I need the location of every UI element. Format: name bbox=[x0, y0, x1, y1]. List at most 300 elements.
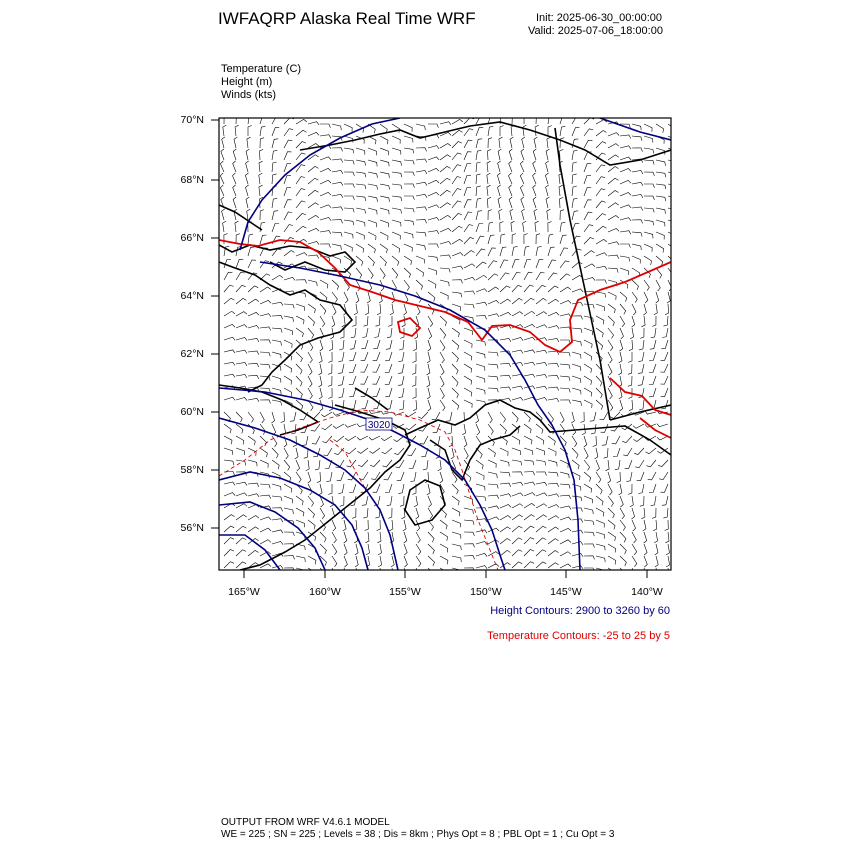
wind-barb bbox=[656, 256, 663, 266]
wind-barb bbox=[476, 424, 480, 435]
wind-barb bbox=[608, 520, 615, 529]
wind-barb bbox=[644, 160, 654, 165]
wind-barb bbox=[608, 556, 616, 564]
wind-barb bbox=[245, 173, 248, 184]
wind-barb bbox=[464, 187, 471, 196]
wind-barb bbox=[428, 532, 434, 542]
wind-barb bbox=[317, 472, 321, 483]
wind-barb bbox=[524, 515, 535, 520]
wind-barb bbox=[548, 234, 553, 244]
wind-barb bbox=[428, 316, 433, 327]
wind-barb bbox=[342, 316, 346, 327]
wind-barb bbox=[524, 259, 531, 268]
wind-barb bbox=[498, 185, 501, 196]
wind-barb bbox=[620, 268, 629, 275]
wind-barb bbox=[284, 556, 295, 560]
wind-barb bbox=[628, 484, 632, 494]
wind-barb bbox=[333, 424, 344, 428]
wind-barb bbox=[644, 196, 654, 200]
wind-barb bbox=[284, 388, 292, 396]
wind-barb bbox=[584, 328, 593, 335]
wind-barb bbox=[593, 436, 597, 447]
wind-barb bbox=[272, 460, 279, 469]
wind-barb bbox=[420, 436, 428, 444]
wind-barb bbox=[630, 496, 633, 507]
wind-barb bbox=[488, 300, 499, 304]
wind-barb bbox=[246, 197, 249, 208]
wind-barb bbox=[440, 292, 448, 300]
wind-barb bbox=[488, 287, 499, 292]
wind-barb bbox=[370, 460, 380, 467]
wind-barb bbox=[224, 538, 234, 544]
wind-barb bbox=[476, 174, 481, 184]
wind-barb bbox=[512, 436, 520, 444]
wind-barb bbox=[427, 388, 430, 399]
wind-barb bbox=[236, 436, 244, 444]
wind-barb bbox=[499, 137, 503, 148]
wind-barb bbox=[500, 375, 511, 379]
wind-barb bbox=[416, 170, 427, 173]
wind-barb bbox=[248, 126, 252, 137]
height-contours-legend: Height Contours: 2900 to 3260 by 60 bbox=[490, 605, 670, 617]
wind-barb bbox=[412, 376, 416, 386]
wind-barb bbox=[387, 328, 392, 338]
wind-barb bbox=[296, 142, 306, 149]
wind-barb bbox=[600, 412, 609, 420]
wind-barb bbox=[476, 224, 483, 233]
wind-barb bbox=[284, 200, 292, 208]
wind-barb bbox=[572, 211, 578, 220]
wind-barb bbox=[634, 448, 644, 455]
wind-barb bbox=[236, 493, 247, 496]
wind-barb bbox=[427, 376, 430, 387]
wind-barb bbox=[661, 340, 668, 349]
wind-barb bbox=[548, 527, 559, 532]
wind-barb bbox=[372, 376, 380, 384]
wind-barb bbox=[284, 448, 288, 459]
wind-barb bbox=[418, 412, 428, 419]
wind-barb bbox=[296, 177, 305, 184]
wind-barb bbox=[596, 520, 604, 528]
wind-barb bbox=[416, 207, 427, 211]
wind-barb bbox=[224, 448, 233, 455]
wind-barb bbox=[584, 448, 588, 459]
wind-barb bbox=[423, 460, 428, 470]
wind-barb bbox=[248, 338, 259, 341]
wind-barb bbox=[665, 304, 669, 315]
wind-barb bbox=[584, 376, 592, 385]
wind-barb bbox=[488, 460, 496, 468]
wind-barb bbox=[368, 244, 375, 253]
wind-barb bbox=[220, 161, 224, 172]
wind-barb bbox=[500, 299, 511, 304]
wind-barb bbox=[412, 352, 416, 363]
wind-barb bbox=[260, 495, 271, 499]
wind-barb bbox=[248, 260, 256, 268]
wind-barb bbox=[608, 352, 612, 363]
wind-barb bbox=[476, 364, 485, 371]
wind-barb bbox=[629, 340, 633, 351]
wind-barb bbox=[236, 550, 246, 556]
wind-barb bbox=[522, 137, 525, 148]
wind-barb bbox=[596, 316, 604, 324]
wind-barb bbox=[344, 244, 352, 252]
wind-barb bbox=[320, 205, 331, 208]
wind-barb bbox=[223, 221, 227, 232]
wind-barb bbox=[644, 280, 649, 291]
wind-barb bbox=[233, 161, 236, 172]
wind-barb bbox=[464, 129, 473, 136]
wind-barb bbox=[308, 352, 312, 363]
wind-barb bbox=[394, 448, 404, 455]
wind-barb bbox=[512, 538, 522, 544]
wind-barb bbox=[224, 285, 234, 292]
wind-barb bbox=[220, 185, 224, 196]
wind-barb bbox=[404, 544, 407, 555]
wind-barb bbox=[385, 352, 392, 361]
wind-barb bbox=[259, 185, 263, 196]
wind-barb bbox=[660, 376, 668, 384]
wind-barb bbox=[364, 316, 369, 326]
wind-barb bbox=[572, 162, 577, 172]
wind-barb bbox=[446, 412, 452, 421]
lat-label: 64°N bbox=[180, 290, 204, 302]
wind-barb bbox=[392, 268, 398, 278]
wind-barb bbox=[488, 528, 499, 532]
wind-barb bbox=[536, 538, 546, 544]
wind-barb bbox=[392, 244, 400, 253]
wind-barb bbox=[648, 472, 656, 480]
wind-barb bbox=[512, 550, 522, 556]
wind-barb bbox=[632, 220, 643, 224]
wind-barb bbox=[296, 280, 307, 284]
wind-barb bbox=[661, 484, 669, 492]
wind-barb bbox=[248, 363, 259, 367]
wind-barb bbox=[392, 184, 402, 189]
wind-barb bbox=[596, 496, 603, 505]
wind-barb bbox=[413, 400, 417, 411]
wind-barb bbox=[380, 160, 389, 166]
wind-barb bbox=[643, 304, 646, 315]
wind-barb bbox=[368, 160, 377, 166]
wind-barb bbox=[246, 185, 249, 196]
wind-barb bbox=[339, 400, 344, 410]
wind-barb bbox=[397, 472, 404, 480]
wind-barb bbox=[638, 352, 644, 362]
wind-barb bbox=[378, 544, 382, 555]
wind-barb bbox=[452, 388, 458, 398]
wind-barb bbox=[476, 249, 485, 256]
wind-barb bbox=[352, 508, 356, 518]
wind-barb bbox=[373, 484, 380, 492]
wind-barb bbox=[584, 400, 592, 408]
wind-barb bbox=[620, 231, 631, 235]
wind-barb bbox=[373, 388, 380, 396]
wind-barb bbox=[368, 220, 377, 227]
wind-barb bbox=[536, 312, 547, 316]
wind-barb bbox=[584, 188, 591, 197]
wind-barb bbox=[328, 484, 332, 495]
wind-barb bbox=[488, 424, 493, 435]
wind-barb bbox=[344, 172, 354, 176]
wind-barb bbox=[320, 280, 328, 288]
wind-barb bbox=[235, 221, 239, 232]
wind-barb bbox=[512, 285, 522, 292]
wind-barb bbox=[572, 364, 581, 371]
wind-barb bbox=[548, 563, 559, 568]
wind-barb bbox=[284, 140, 292, 148]
wind-barb bbox=[346, 448, 356, 454]
wind-barb bbox=[320, 316, 325, 327]
wind-barb bbox=[392, 232, 400, 240]
wind-barb bbox=[572, 554, 583, 557]
wind-barb bbox=[500, 286, 510, 292]
wind-barb bbox=[452, 544, 461, 550]
wind-barb bbox=[404, 280, 409, 291]
wind-barb bbox=[584, 544, 595, 548]
wind-barb bbox=[344, 196, 354, 200]
wind-barb bbox=[476, 186, 481, 196]
wind-barb bbox=[520, 173, 524, 184]
wind-barb bbox=[476, 198, 481, 208]
wind-barb bbox=[428, 157, 439, 160]
wind-barb bbox=[383, 460, 393, 467]
wind-barb bbox=[433, 424, 440, 432]
wind-barb bbox=[620, 304, 626, 314]
wind-barb bbox=[464, 340, 472, 348]
wind-barb bbox=[548, 483, 559, 487]
wind-barb bbox=[512, 272, 521, 280]
wind-barb bbox=[639, 340, 644, 350]
wind-barb bbox=[464, 304, 474, 308]
wind-barb bbox=[399, 400, 404, 410]
wind-barb bbox=[464, 376, 472, 385]
wind-barb bbox=[620, 244, 630, 248]
wind-barb bbox=[404, 556, 407, 567]
wind-barb bbox=[548, 505, 559, 508]
wind-barb bbox=[608, 472, 611, 483]
lat-label: 70°N bbox=[180, 114, 204, 126]
wind-barb bbox=[560, 517, 571, 520]
wind-barb bbox=[464, 200, 472, 208]
wind-barb bbox=[649, 388, 656, 397]
wind-barb bbox=[440, 280, 449, 286]
wind-barb bbox=[380, 196, 390, 202]
wind-barb bbox=[296, 253, 307, 256]
wind-barb bbox=[663, 508, 668, 518]
wind-barb bbox=[334, 436, 345, 442]
wind-barb bbox=[500, 460, 509, 466]
wind-barb bbox=[524, 114, 528, 124]
wind-barb bbox=[380, 124, 387, 133]
wind-barb bbox=[332, 556, 337, 567]
wind-barb bbox=[512, 562, 522, 568]
wind-barb bbox=[657, 424, 668, 427]
wind-barb bbox=[476, 211, 482, 220]
wind-barb bbox=[452, 364, 458, 374]
wind-barb bbox=[416, 556, 421, 567]
wind-barb bbox=[560, 340, 571, 344]
wind-barb bbox=[536, 436, 544, 444]
wind-barb bbox=[308, 568, 316, 577]
wind-barb bbox=[500, 483, 511, 487]
wind-barb bbox=[632, 232, 642, 237]
wind-barb bbox=[608, 292, 616, 300]
wind-barb bbox=[320, 168, 331, 172]
wind-barb bbox=[452, 508, 460, 516]
lon-label: 155°W bbox=[389, 586, 421, 598]
wind-barb bbox=[509, 185, 512, 196]
wind-barb bbox=[272, 340, 282, 346]
wind-barb bbox=[350, 400, 356, 409]
wind-barb bbox=[236, 398, 247, 401]
wind-barb bbox=[476, 460, 483, 469]
wind-barb bbox=[488, 210, 492, 220]
wind-barb bbox=[500, 527, 511, 532]
wind-barb bbox=[416, 508, 419, 519]
wind-barb bbox=[272, 328, 282, 333]
wind-barb bbox=[260, 448, 267, 457]
wind-barb bbox=[536, 325, 547, 328]
wind-barb bbox=[247, 137, 251, 148]
wind-barb bbox=[248, 234, 253, 244]
wind-barb bbox=[644, 544, 647, 555]
wind-barb bbox=[452, 292, 462, 297]
wind-barb bbox=[560, 126, 565, 136]
init-time: Init: 2025-06-30_00:00:00 bbox=[536, 12, 662, 24]
wind-barb bbox=[339, 352, 345, 362]
wind-barb bbox=[640, 496, 644, 506]
wind-barb bbox=[476, 116, 484, 124]
wind-barb bbox=[584, 212, 592, 220]
wind-barb bbox=[464, 237, 474, 244]
wind-barb bbox=[488, 138, 492, 148]
wind-barb bbox=[404, 532, 407, 543]
wind-barb bbox=[413, 340, 417, 351]
wind-barb bbox=[633, 424, 644, 428]
wind-barb bbox=[639, 400, 644, 410]
wind-barb bbox=[596, 328, 603, 337]
wind-barb bbox=[608, 216, 619, 221]
wind-barb bbox=[637, 472, 644, 480]
wind-barb bbox=[572, 496, 582, 501]
wind-barb bbox=[560, 314, 571, 317]
wind-barb bbox=[498, 161, 501, 172]
wind-barb bbox=[260, 115, 267, 124]
wind-barb bbox=[260, 340, 271, 344]
wind-barb bbox=[452, 253, 463, 256]
lon-label: 160°W bbox=[309, 586, 341, 598]
wind-barb bbox=[655, 544, 658, 555]
wind-barb bbox=[668, 244, 675, 253]
wind-barb bbox=[452, 130, 463, 136]
wind-barb bbox=[380, 148, 389, 155]
wind-barb bbox=[322, 424, 332, 430]
wind-barb bbox=[356, 244, 364, 253]
wind-barb bbox=[536, 234, 540, 244]
wind-barb bbox=[319, 376, 322, 387]
wind-barb bbox=[476, 340, 486, 346]
wind-barb bbox=[536, 526, 546, 532]
wind-barb bbox=[368, 232, 376, 240]
wind-barb bbox=[608, 388, 612, 399]
wind-barb bbox=[356, 172, 366, 177]
wind-barb bbox=[476, 376, 485, 383]
wind-barb bbox=[665, 520, 669, 531]
wind-barb bbox=[620, 340, 623, 351]
wind-barb bbox=[512, 312, 523, 316]
wind-barb bbox=[399, 388, 405, 398]
wind-barb bbox=[523, 221, 527, 232]
wind-barb bbox=[560, 210, 564, 220]
wind-barb bbox=[500, 516, 511, 521]
wind-barb bbox=[296, 130, 307, 136]
wind-barb bbox=[596, 544, 605, 550]
wind-barb bbox=[416, 520, 420, 531]
wind-barb bbox=[236, 285, 246, 292]
wind-barb bbox=[560, 460, 568, 468]
wind-barb bbox=[332, 280, 339, 290]
wind-barb bbox=[248, 516, 259, 521]
wind-barb bbox=[668, 184, 678, 190]
wind-barb bbox=[596, 165, 605, 172]
wind-barb bbox=[306, 460, 310, 471]
wind-barb bbox=[354, 304, 358, 315]
wind-barb bbox=[380, 268, 385, 279]
wind-barb bbox=[404, 172, 414, 176]
wind-barb bbox=[344, 124, 352, 132]
wind-barb bbox=[248, 114, 253, 124]
wind-barb bbox=[584, 520, 594, 525]
wind-barb bbox=[520, 161, 524, 172]
wind-barb bbox=[403, 304, 406, 315]
wind-barb bbox=[296, 388, 302, 398]
wind-barb bbox=[308, 556, 316, 564]
wind-barb bbox=[596, 388, 602, 398]
wind-barb bbox=[524, 374, 535, 377]
wind-barb bbox=[361, 340, 368, 349]
wind-barb bbox=[398, 484, 404, 494]
wind-barb bbox=[272, 128, 279, 136]
wind-barb bbox=[428, 292, 435, 302]
wind-barb bbox=[626, 472, 632, 482]
wind-barb bbox=[272, 519, 283, 523]
wind-barb bbox=[392, 256, 399, 266]
wind-barb bbox=[638, 376, 644, 385]
wind-barb bbox=[428, 146, 439, 149]
wind-barb bbox=[452, 400, 459, 410]
wind-barb bbox=[656, 220, 665, 227]
wind-barb bbox=[584, 364, 592, 373]
wind-barb bbox=[464, 352, 472, 360]
wind-barb bbox=[416, 544, 421, 555]
wind-barb bbox=[452, 239, 463, 244]
wind-barb bbox=[428, 231, 439, 234]
wind-barb bbox=[260, 126, 265, 136]
wind-barb bbox=[623, 448, 632, 456]
wind-barb bbox=[476, 262, 486, 268]
wind-barb bbox=[296, 119, 307, 124]
wind-barb bbox=[284, 460, 290, 470]
wind-barb bbox=[572, 186, 577, 196]
wind-barb bbox=[476, 128, 483, 136]
lat-label: 62°N bbox=[180, 348, 204, 360]
wind-barb bbox=[649, 352, 656, 361]
wind-barb bbox=[360, 376, 368, 384]
wind-barb bbox=[411, 472, 417, 482]
wind-barb bbox=[320, 544, 326, 554]
wind-barb bbox=[409, 460, 416, 469]
